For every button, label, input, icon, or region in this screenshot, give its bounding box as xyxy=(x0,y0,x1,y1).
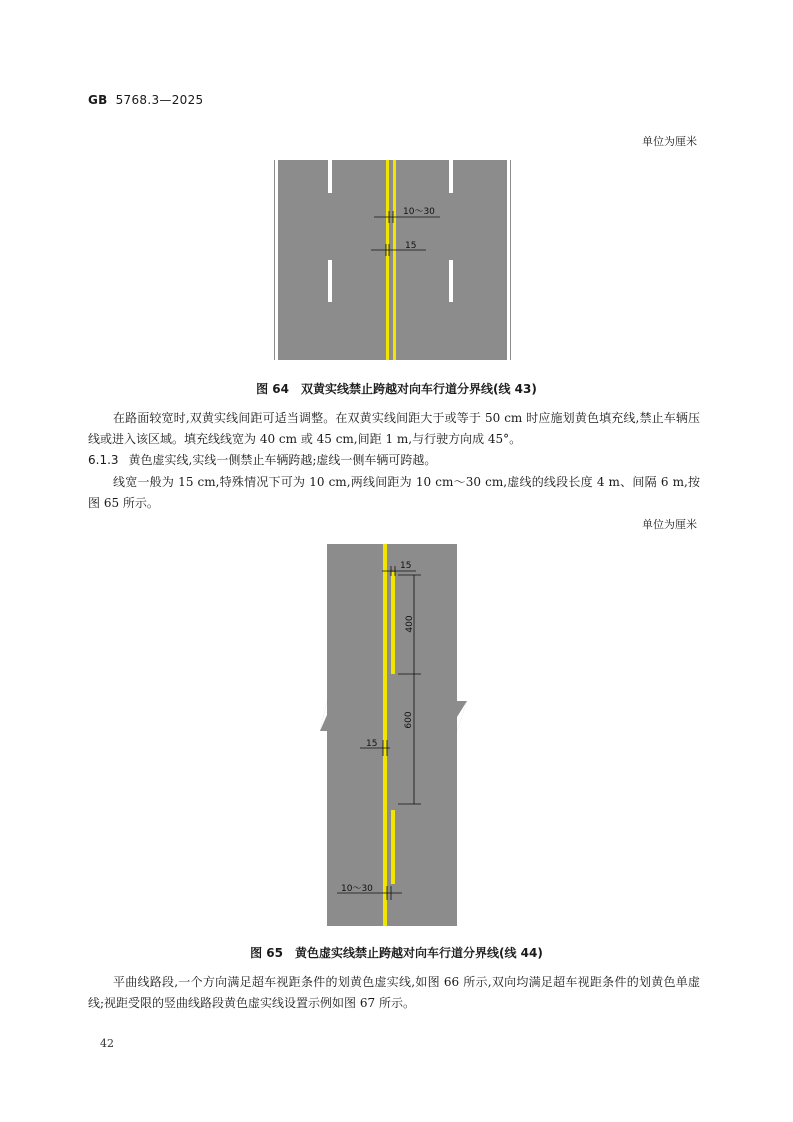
clause-number: 6.1.3 xyxy=(88,453,119,467)
standard-code-prefix: GB xyxy=(88,93,108,107)
paragraph-curve-sections: 平曲线路段,一个方向满足超车视距条件的划黄色虚实线,如图 66 所示,双向均满足超车视距条件的划黄色单虚线;视距受限的竖曲线路段黄色虚实线设置示例如图 67 所示。 xyxy=(88,975,700,1010)
double-yellow-line-right xyxy=(393,160,396,360)
units-note: 单位为厘米 xyxy=(642,518,697,531)
figure-64-diagram xyxy=(270,160,515,360)
dimension-label-width-mid: 15 xyxy=(366,739,378,749)
clause-6-1-3 xyxy=(88,450,700,471)
dimension-label-spacing: 10～30 xyxy=(341,884,373,894)
standard-code-number: 5768.3—2025 xyxy=(115,93,204,107)
dimension-label-width-top: 15 xyxy=(400,561,412,571)
clause-title: 黄色虚实线,实线一侧禁止车辆跨越;虚线一侧车辆可跨越。 xyxy=(128,453,437,467)
lane-dash xyxy=(328,260,332,302)
page-number: 42 xyxy=(100,1037,114,1050)
dimension-label-width: 15 xyxy=(405,241,417,251)
units-note: 单位为厘米 xyxy=(642,135,697,148)
standard-code-header xyxy=(88,93,203,107)
road-surface xyxy=(274,160,511,360)
dimension-label-gap: 600 xyxy=(404,711,414,729)
solid-yellow-line xyxy=(383,544,387,926)
figure-64-caption: 图 64 双黄实线禁止跨越对向车行道分界线(线 43) xyxy=(256,382,537,396)
paragraph-fill-line: 在路面较宽时,双黄实线间距可适当调整。在双黄实线间距大于或等于 50 cm 时应施划黄色填充线,禁止车辆压线或进入该区域。填充线线宽为 40 cm 或 45 cm,间距 1 m,与行驶方向成 45°。 xyxy=(88,411,700,446)
dimension-label-spacing: 10～30 xyxy=(403,207,435,217)
edge-line-right xyxy=(507,160,510,360)
paragraph-line-width: 线宽一般为 15 cm,特殊情况下可为 10 cm,两线间距为 10 cm～30 cm,虚线的线段长度 4 m、间隔 6 m,按图 65 所示。 xyxy=(88,475,700,510)
dimension-label-segment: 400 xyxy=(405,615,415,633)
lane-dash xyxy=(328,160,332,193)
figure-65-caption: 图 65 黄色虚实线禁止跨越对向车行道分界线(线 44) xyxy=(250,946,543,960)
lane-dash xyxy=(449,160,453,193)
edge-line-left xyxy=(275,160,278,360)
double-yellow-line-left xyxy=(386,160,389,360)
lane-dash xyxy=(449,260,453,302)
figure-65-diagram xyxy=(320,544,470,926)
yellow-dash-segment xyxy=(391,572,395,674)
yellow-dash-segment xyxy=(391,810,395,884)
